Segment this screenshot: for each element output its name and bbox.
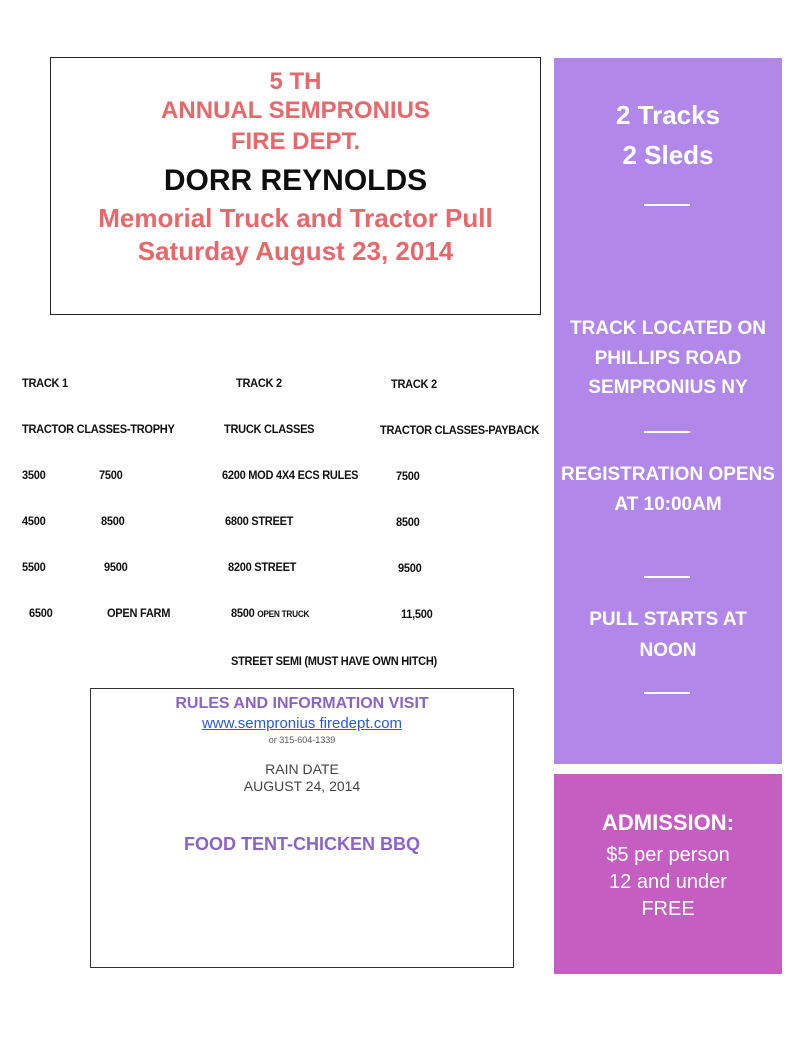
- pull-start-line-2: NOON: [639, 640, 697, 661]
- location-line-1: TRACK LOCATED ON: [570, 318, 766, 339]
- memorial-name: DORR REYNOLDS: [163, 164, 428, 197]
- admission-price: $5 per person: [606, 844, 730, 866]
- divider: [644, 204, 690, 206]
- edition-label: 5 TH: [269, 68, 322, 95]
- registration-line-1: REGISTRATION OPENS: [561, 464, 775, 485]
- event-title-box: [50, 57, 541, 315]
- registration-line-2: AT 10:00AM: [614, 494, 722, 515]
- phone-number: or 315-604-1339: [268, 735, 336, 745]
- admission-heading: ADMISSION:: [602, 810, 734, 835]
- class-cell: [231, 606, 309, 620]
- class-cell: 5500: [22, 560, 46, 574]
- rain-date-label: RAIN DATE: [265, 761, 339, 777]
- food-tent-text: FOOD TENT-CHICKEN BBQ: [184, 834, 420, 854]
- divider: [644, 576, 690, 578]
- class-cell: 8500: [101, 514, 125, 528]
- class-cell: 11,500: [401, 607, 433, 621]
- tractor-trophy-header: TRACTOR CLASSES-TROPHY: [22, 422, 175, 436]
- tracks-count: 2 Tracks: [615, 100, 721, 130]
- track2-header: TRACK 2: [236, 376, 282, 390]
- info-box: [90, 688, 514, 968]
- event-date: Saturday August 23, 2014: [137, 236, 454, 266]
- class-cell: 3500: [22, 468, 46, 482]
- tractor-payback-header: TRACTOR CLASSES-PAYBACK: [380, 423, 540, 437]
- location-line-2: PHILLIPS ROAD: [594, 348, 742, 369]
- class-cell: 7500: [99, 468, 123, 482]
- sleds-count: 2 Sleds: [622, 140, 714, 170]
- pull-start-line-1: PULL STARTS AT: [589, 609, 747, 630]
- track2b-header: TRACK 2: [391, 377, 437, 391]
- class-cell: 4500: [22, 514, 46, 528]
- open-truck-label: OPEN TRUCK: [257, 609, 310, 619]
- admission-free-line-1: 12 and under: [609, 871, 727, 893]
- class-cell: 9500: [398, 561, 422, 575]
- track1-header: TRACK 1: [22, 376, 68, 390]
- organizer-line: FIRE DEPT.: [230, 128, 361, 155]
- class-cell: 8200 STREET: [228, 560, 297, 574]
- event-details-sidebar: [554, 58, 782, 764]
- event-subtitle: Memorial Truck and Tractor Pull: [98, 203, 493, 233]
- class-cell: 8500: [396, 515, 420, 529]
- truck-classes-header: TRUCK CLASSES: [224, 422, 315, 436]
- class-cell-value: 8500: [231, 606, 255, 620]
- divider: [644, 431, 690, 433]
- admission-free-line-2: FREE: [641, 898, 695, 920]
- class-cell: 7500: [396, 469, 420, 483]
- street-semi-class: STREET SEMI (MUST HAVE OWN HITCH): [231, 654, 437, 668]
- location-line-3: SEMPRONIUS NY: [588, 377, 748, 398]
- rules-heading: RULES AND INFORMATION VISIT: [175, 695, 429, 712]
- class-cell: OPEN FARM: [107, 606, 171, 620]
- class-cell: 6800 STREET: [225, 514, 294, 528]
- class-cell: 9500: [104, 560, 128, 574]
- rain-date-value: AUGUST 24, 2014: [243, 778, 361, 794]
- event-name-line: ANNUAL SEMPRONIUS: [161, 97, 430, 124]
- admission-box: [554, 774, 782, 974]
- class-cell: 6200 MOD 4X4 ECS RULES: [222, 468, 359, 482]
- class-cell: 6500: [29, 606, 53, 620]
- divider: [644, 692, 690, 694]
- website-link[interactable]: www.sempronius firedept.com: [201, 715, 403, 732]
